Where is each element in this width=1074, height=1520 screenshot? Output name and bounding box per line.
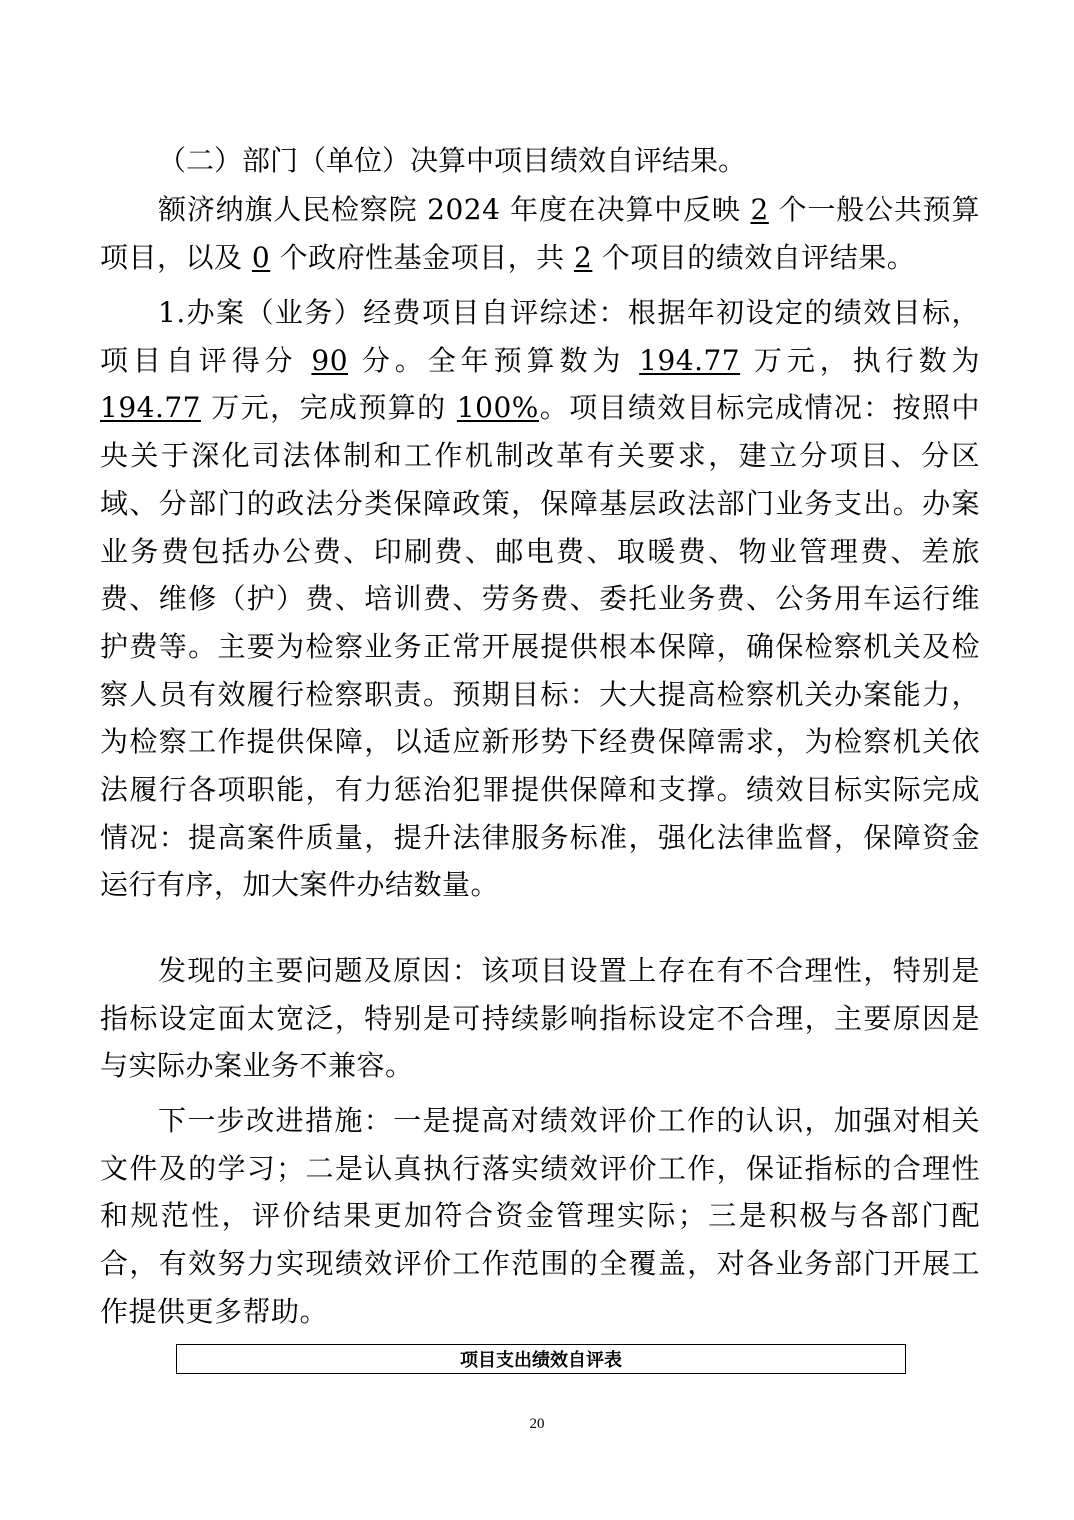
self-eval-score: 90: [311, 343, 349, 377]
gov-fund-count: 0: [251, 240, 271, 274]
general-budget-count: 2: [750, 193, 769, 226]
page-number: 20: [529, 1416, 545, 1432]
table-title-box: [176, 1344, 906, 1374]
project1-text-1: 1.办案（业务）经费项目自评综述：根据年初设定的绩效目标，项目自评得分: [100, 296, 980, 377]
next-steps-paragraph: 下一步改进措施：一是提高对绩效评价工作的认识，加强对相关文件及的学习；二是认真执行落实绩效评价工作，保证指标的合理性和规范性，评价结果更加符合资金管理实际；三是积极与各部门配合，有效努力实现绩效评价工作范围的全覆盖，对各业务部门开展工作提供更多帮助。: [100, 1104, 980, 1328]
intro-text-4: 个项目的绩效自评结果。: [592, 240, 916, 274]
intro-text-1: 额济纳旗人民检察院 2024 年度在决算中反映: [158, 193, 751, 226]
problems-paragraph: 发现的主要问题及原因：该项目设置上存在有不合理性，特别是指标设定面太宽泛，特别是可持续影响指标设定不合理，主要原因是与实际办案业务不兼容。: [100, 954, 980, 1083]
annual-budget: 194.77: [639, 343, 741, 377]
project1-text-4: 万元，完成预算的: [200, 391, 457, 425]
intro-text-2: 个一般公共预算项目，以及: [100, 193, 980, 274]
project1-text-2: 分。全年预算数为: [348, 343, 640, 377]
completion-rate: 100%: [456, 391, 539, 425]
total-count: 2: [574, 240, 593, 274]
table-title: 项目支出绩效自评表: [460, 1350, 622, 1371]
project1-text-5: 。项目绩效目标完成情况：按照中央关于深化司法体制和工作机制改革有关要求，建立分项目、分区域、分部门的政法分类保障政策，保障基层政法部门业务支出。办案业务费包括办公费、印刷费、邮电费、取暖费、物业管理费、差旅费、维修（护）费、培训费、劳务费、委托业务费、公务用车运行维护费等。主要为检察业务正常开展提供根本保障，确保检察机关及检察人员有效履行检察职责。预期目标：大大提高检察机关办案能力，为检察工作提供保障，以适应新形势下经费保障需求，为检察机关依法履行各项职能，有力惩治犯罪提供保障和支撑。绩效目标实际完成情况：提高案件质量，提升法律服务标准，强化法律监督，保障资金运行有序，加大案件办结数量。: [100, 391, 980, 902]
executed-amount: 194.77: [100, 391, 201, 425]
project1-text-3: 万元，执行数为: [740, 343, 981, 377]
intro-text-3: 个政府性基金项目，共: [270, 240, 575, 274]
intro-paragraph: [100, 186, 980, 281]
section-heading: （二）部门（单位）决算中项目绩效自评结果。: [158, 144, 747, 177]
project1-paragraph: [100, 289, 980, 909]
